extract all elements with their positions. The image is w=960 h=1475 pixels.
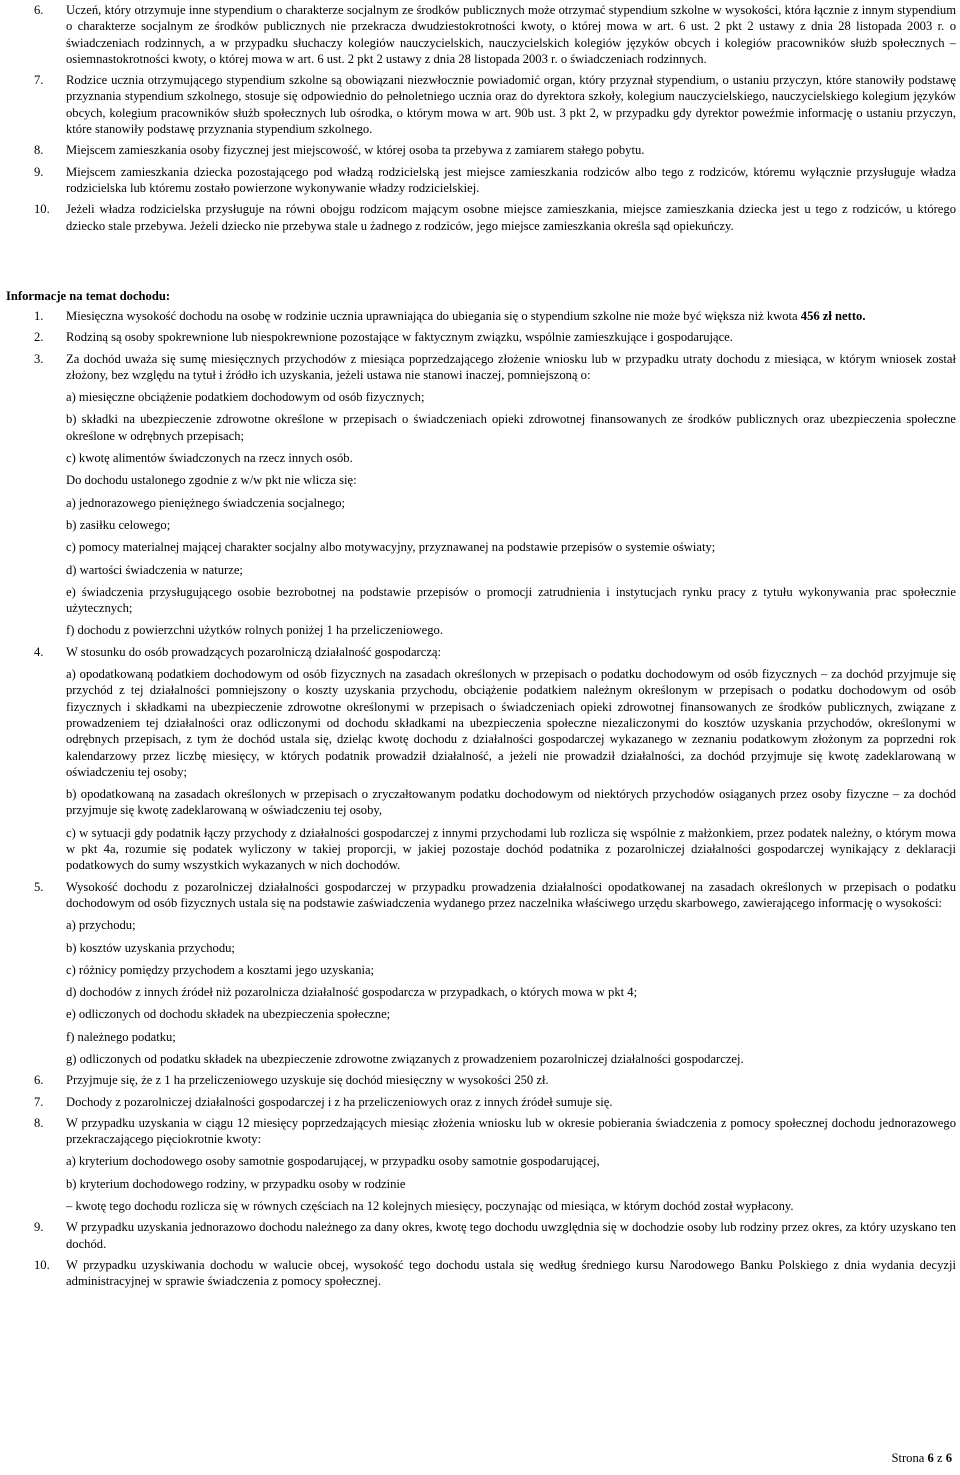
item-number: 9. bbox=[34, 164, 44, 179]
item-number: 6. bbox=[34, 3, 44, 17]
sub-item: – kwotę tego dochodu rozlicza się w równych częściach na 12 kolejnych miesięcy, poczynając od miesiąca, w którym dochód został wypłacony. bbox=[66, 1199, 794, 1214]
page-total: 6 bbox=[945, 1451, 952, 1465]
item-text: Za dochód uważa się sumę miesięcznych przychodów z miesiąca poprzedzającego złożenie wniosku lub w przypadku utraty dochodu z miesiąca, w którym wniosek został złożony, bez względu na tytuł i źródło ich uzyskania, jeżeli ustawa nie stanowi inaczej, pomniejszoną o: bbox=[66, 351, 956, 382]
list-item bbox=[0, 201, 960, 234]
page-footer bbox=[891, 1450, 952, 1466]
sub-item: d) dochodów z innych źródeł niż pozarolnicza działalność gospodarcza w przypadkach, o których mowa w pkt 4; bbox=[66, 985, 638, 1000]
sub-item: e) odliczonych od dochodu składek na ubezpieczenia społeczne; bbox=[66, 1007, 391, 1022]
list-item bbox=[0, 1219, 960, 1252]
item-text: Rodzice ucznia otrzymującego stypendium szkolne są obowiązani niezwłocznie powiadomić organ, który przyznał stypendium, o ustaniu przyczyn, które stanowiły podstawę przyznania stypendium szkolnego, stosuje się odpowiednio do pełnoletniego ucznia oraz do dyrektora szkoły, kolegium nauczycielskiego, nauczycielskiego kolegium języków obcych, kolegium pracowników służb społecznych lub ośrodka, o którym mowa w art. 90b ust. 3 pkt 2, w przypadku gdy dyrektor poweźmie informację o ustaniu przyczyn, które stanowiły podstawę przyznania stypendium szkolnego. bbox=[66, 73, 956, 137]
item-number: 8. bbox=[34, 143, 44, 158]
sub-item: f) należnego podatku; bbox=[66, 1029, 176, 1044]
item-number: 7. bbox=[34, 73, 44, 88]
sub-item: c) różnicy pomiędzy przychodem a kosztami jego uzyskania; bbox=[66, 962, 375, 977]
scholarship-rules-list bbox=[0, 2, 960, 234]
sub-item: a) opodatkowaną podatkiem dochodowym od osób fizycznych na zasadach określonych w przepisach o podatku dochodowym od osób fizycznych – za dochód przyjmuje się przychód z tej działalności pomniejszony o koszty uzyskania przychodu, obciążenie podatkiem należnym określonym w przepisach o podatku dochodowym od osób fizycznych i składkami na ubezpieczenie zdrowotne określonymi w przepisach o świadczeniach opieki zdrowotnej finansowanych ze środków publicznych, związane z prowadzeniem tej działalności oraz odliczonymi od dochodu składkami na ubezpieczenia społeczne niezaliczonymi do kosztów uzyskania przychodów, określonymi w odrębnych przepisach, z tym że dochód ustala się, dzieląc kwotę dochodu z działalności gospodarczej wykazanego w zeznaniu podatkowym złożonym za poprzedni rok kalendarzowy przez liczbę miesięcy, w których podatnik prowadził działalność, a jeżeli nie prowadził działalności, za dochód przyjmuje się kwotę zadeklarowaną w oświadczeniu tej osoby; bbox=[66, 667, 956, 779]
list-item bbox=[0, 1072, 960, 1088]
list-item bbox=[0, 164, 960, 197]
item-text: Jeżeli władza rodzicielska przysługuje na równi obojgu rodzicom mającym osobne miejsce zamieszkania, miejsce zamieszkania dziecka jest u tego z rodziców, u którego dziecko stale przebywa. Jeżeli dziecko nie przebywa stale u żadnego z rodziców, jego miejsce zamieszkania określa sąd opiekuńczy. bbox=[66, 202, 956, 233]
item-text: Rodziną są osoby spokrewnione lub niespokrewnione pozostające w faktycznym związku, wspólnie zamieszkujące i gospodarujące. bbox=[66, 330, 733, 345]
sub-item: b) składki na ubezpieczenie zdrowotne określone w przepisach o świadczeniach opieki zdrowotnej finansowanych ze środków publicznych oraz ubezpieczenia społeczne określone w odrębnych przepisach; bbox=[66, 412, 956, 443]
sub-item: b) kosztów uzyskania przychodu; bbox=[66, 940, 235, 955]
list-item bbox=[0, 308, 960, 324]
list-item bbox=[0, 72, 960, 137]
sub-item: b) kryterium dochodowego rodziny, w przypadku osoby w rodzinie bbox=[66, 1176, 406, 1191]
list-item bbox=[0, 1115, 960, 1148]
item-text: W przypadku uzyskania w ciągu 12 miesięcy poprzedzających miesiąc złożenia wniosku lub w okresie pobierania świadczenia z pomocy społecznej dochodu jednorazowego przekraczającego pięciokrotnie kwoty: bbox=[66, 1115, 956, 1147]
item-text: Przyjmuje się, że z 1 ha przeliczeniowego uzyskuje się dochód miesięczny w wysokości 250 zł. bbox=[66, 1073, 549, 1088]
item-number: 2. bbox=[34, 330, 44, 345]
item-number: 7. bbox=[34, 1094, 44, 1109]
sub-item: e) świadczenia przysługującego osobie bezrobotnej na podstawie przepisów o promocji zatrudnienia i instytucjach rynku pracy z tytułu wykonywania prac społecznie użytecznych; bbox=[66, 584, 956, 616]
sub-item: c) w sytuacji gdy podatnik łączy przychody z działalności gospodarczej z innymi przychodami lub rozlicza się wspólnie z małżonkiem, przez podatek należny, o którym mowa w pkt 4a, rozumie się podatek wyliczony w takiej proporcji, w jakiej pozostaje dochód podatnika z pozarolniczej działalności gospodarczej wynikający z deklaracji podatkowych do sumy wszystkich wykazanych w nich dochodów. bbox=[66, 825, 956, 873]
item-text: Miesięczna wysokość dochodu na osobę w rodzinie ucznia uprawniająca do ubiegania się o stypendium szkolne nie może być większa niż kwota bbox=[66, 309, 798, 323]
item-text: Uczeń, który otrzymuje inne stypendium o charakterze socjalnym ze środków publicznych może otrzymać stypendium szkolne w wysokości, która łącznie z innym stypendium o charakterze socjalnym ze środków publicznych nie przekracza dwudziestokrotności kwoty, o której mowa w art. 6 ust. 2 pkt 2 ustawy z dnia 28 listopada 2003 r. o świadczeniach rodzinnych, a w przypadku słuchaczy kolegiów nauczycielskich, nauczycielskich kolegiów języków obcych i kolegiów pracowników służb społecznych – osiemnastokrotności kwoty, o której mowa w art. 6 ust. 2 pkt 2 ustawy z dnia 28 listopada 2003 r. o świadczeniach rodzinnych. bbox=[66, 3, 956, 66]
page-number: 6 bbox=[927, 1451, 934, 1465]
sub-item: d) wartości świadczenia w naturze; bbox=[66, 562, 243, 577]
item-text: W stosunku do osób prowadzących pozarolniczą działalność gospodarczą: bbox=[66, 644, 442, 659]
section-heading: Informacje na temat dochodu: bbox=[6, 289, 171, 303]
sub-item: a) kryterium dochodowego osoby samotnie gospodarującej, w przypadku osoby samotnie gospodarującej, bbox=[66, 1154, 600, 1169]
page-separator: z bbox=[936, 1451, 943, 1465]
item-number: 9. bbox=[34, 1220, 44, 1235]
list-item bbox=[0, 1094, 960, 1110]
sub-item: a) miesięczne obciążenie podatkiem dochodowym od osób fizycznych; bbox=[66, 390, 425, 405]
sub-item: a) przychodu; bbox=[66, 918, 136, 933]
income-info-list bbox=[0, 308, 960, 1290]
list-item bbox=[0, 879, 960, 912]
item-number: 5. bbox=[34, 879, 44, 894]
item-number: 10. bbox=[34, 1257, 50, 1272]
item-text: Wysokość dochodu z pozarolniczej działalności gospodarczej w przypadku prowadzenia działalności opodatkowanej na zasadach określonych w przepisach o podatku dochodowym od osób fizycznych ustala się na podstawie zaświadczenia wydanego przez naczelnika właściwego urzędu skarbowego, zawierającego informację o wysokości: bbox=[66, 879, 956, 910]
item-text: Miejscem zamieszkania osoby fizycznej jest miejscowość, w której osoba ta przebywa z zamiarem stałego pobytu. bbox=[66, 143, 645, 158]
item-text: Miejscem zamieszkania dziecka pozostającego pod władzą rodzicielską jest miejsce zamieszkania rodziców albo tego z rodziców, któremu wyłącznie przysługuje władza rodzicielska lub któremu zostało powierzone wykonywanie władzy rodzicielskiej. bbox=[66, 164, 956, 195]
list-item bbox=[0, 142, 960, 158]
sub-item: b) zasiłku celowego; bbox=[66, 517, 171, 532]
sub-item: a) jednorazowego pieniężnego świadczenia socjalnego; bbox=[66, 495, 346, 510]
sub-item: c) pomocy materialnej mającej charakter socjalny albo motywacyjny, przyznawanej na podstawie przepisów o systemie oświaty; bbox=[66, 540, 716, 555]
item-number: 8. bbox=[34, 1115, 44, 1130]
sub-item: f) dochodu z powierzchni użytków rolnych poniżej 1 ha przeliczeniowego. bbox=[66, 623, 443, 638]
list-item bbox=[0, 1257, 960, 1290]
item-number: 1. bbox=[34, 309, 44, 323]
item-number: 6. bbox=[34, 1073, 44, 1088]
exclusions-intro: Do dochodu ustalonego zgodnie z w/w pkt nie wlicza się: bbox=[66, 473, 357, 488]
sub-item: b) opodatkowaną na zasadach określonych w przepisach o zryczałtowanym podatku dochodowym od niektórych przychodów osiąganych przez osoby fizyczne – za dochód przyjmuje się kwotę zadeklarowaną w oświadczeniu tej osoby, bbox=[66, 787, 956, 818]
item-text: W przypadku uzyskiwania dochodu w walucie obcej, wysokość tego dochodu ustala się według średniego kursu Narodowego Banku Polskiego z dnia wydania decyzji administracyjnej w sprawie świadczenia z pomocy społecznej. bbox=[66, 1257, 956, 1289]
list-item bbox=[0, 329, 960, 345]
list-item bbox=[0, 2, 960, 67]
list-item bbox=[0, 644, 960, 660]
page-label: Strona bbox=[891, 1451, 925, 1465]
sub-item: c) kwotę alimentów świadczonych na rzecz innych osób. bbox=[66, 451, 353, 466]
item-number: 4. bbox=[34, 644, 44, 659]
list-item bbox=[0, 351, 960, 384]
item-number: 10. bbox=[34, 202, 50, 217]
item-text: W przypadku uzyskania jednorazowo dochodu należnego za dany okres, kwotę tego dochodu uwzględnia się w dochodzie osoby lub rodziny przez okres, za który uzyskano ten dochód. bbox=[66, 1220, 956, 1251]
sub-item: g) odliczonych od podatku składek na ubezpieczenie zdrowotne związanych z prowadzeniem pozarolniczej działalności gospodarczej. bbox=[66, 1051, 744, 1066]
item-number: 3. bbox=[34, 351, 44, 366]
income-limit-amount: 456 zł netto. bbox=[800, 309, 866, 323]
item-text: Dochody z pozarolniczej działalności gospodarczej i z ha przeliczeniowych oraz z innych źródeł sumuje się. bbox=[66, 1094, 613, 1109]
